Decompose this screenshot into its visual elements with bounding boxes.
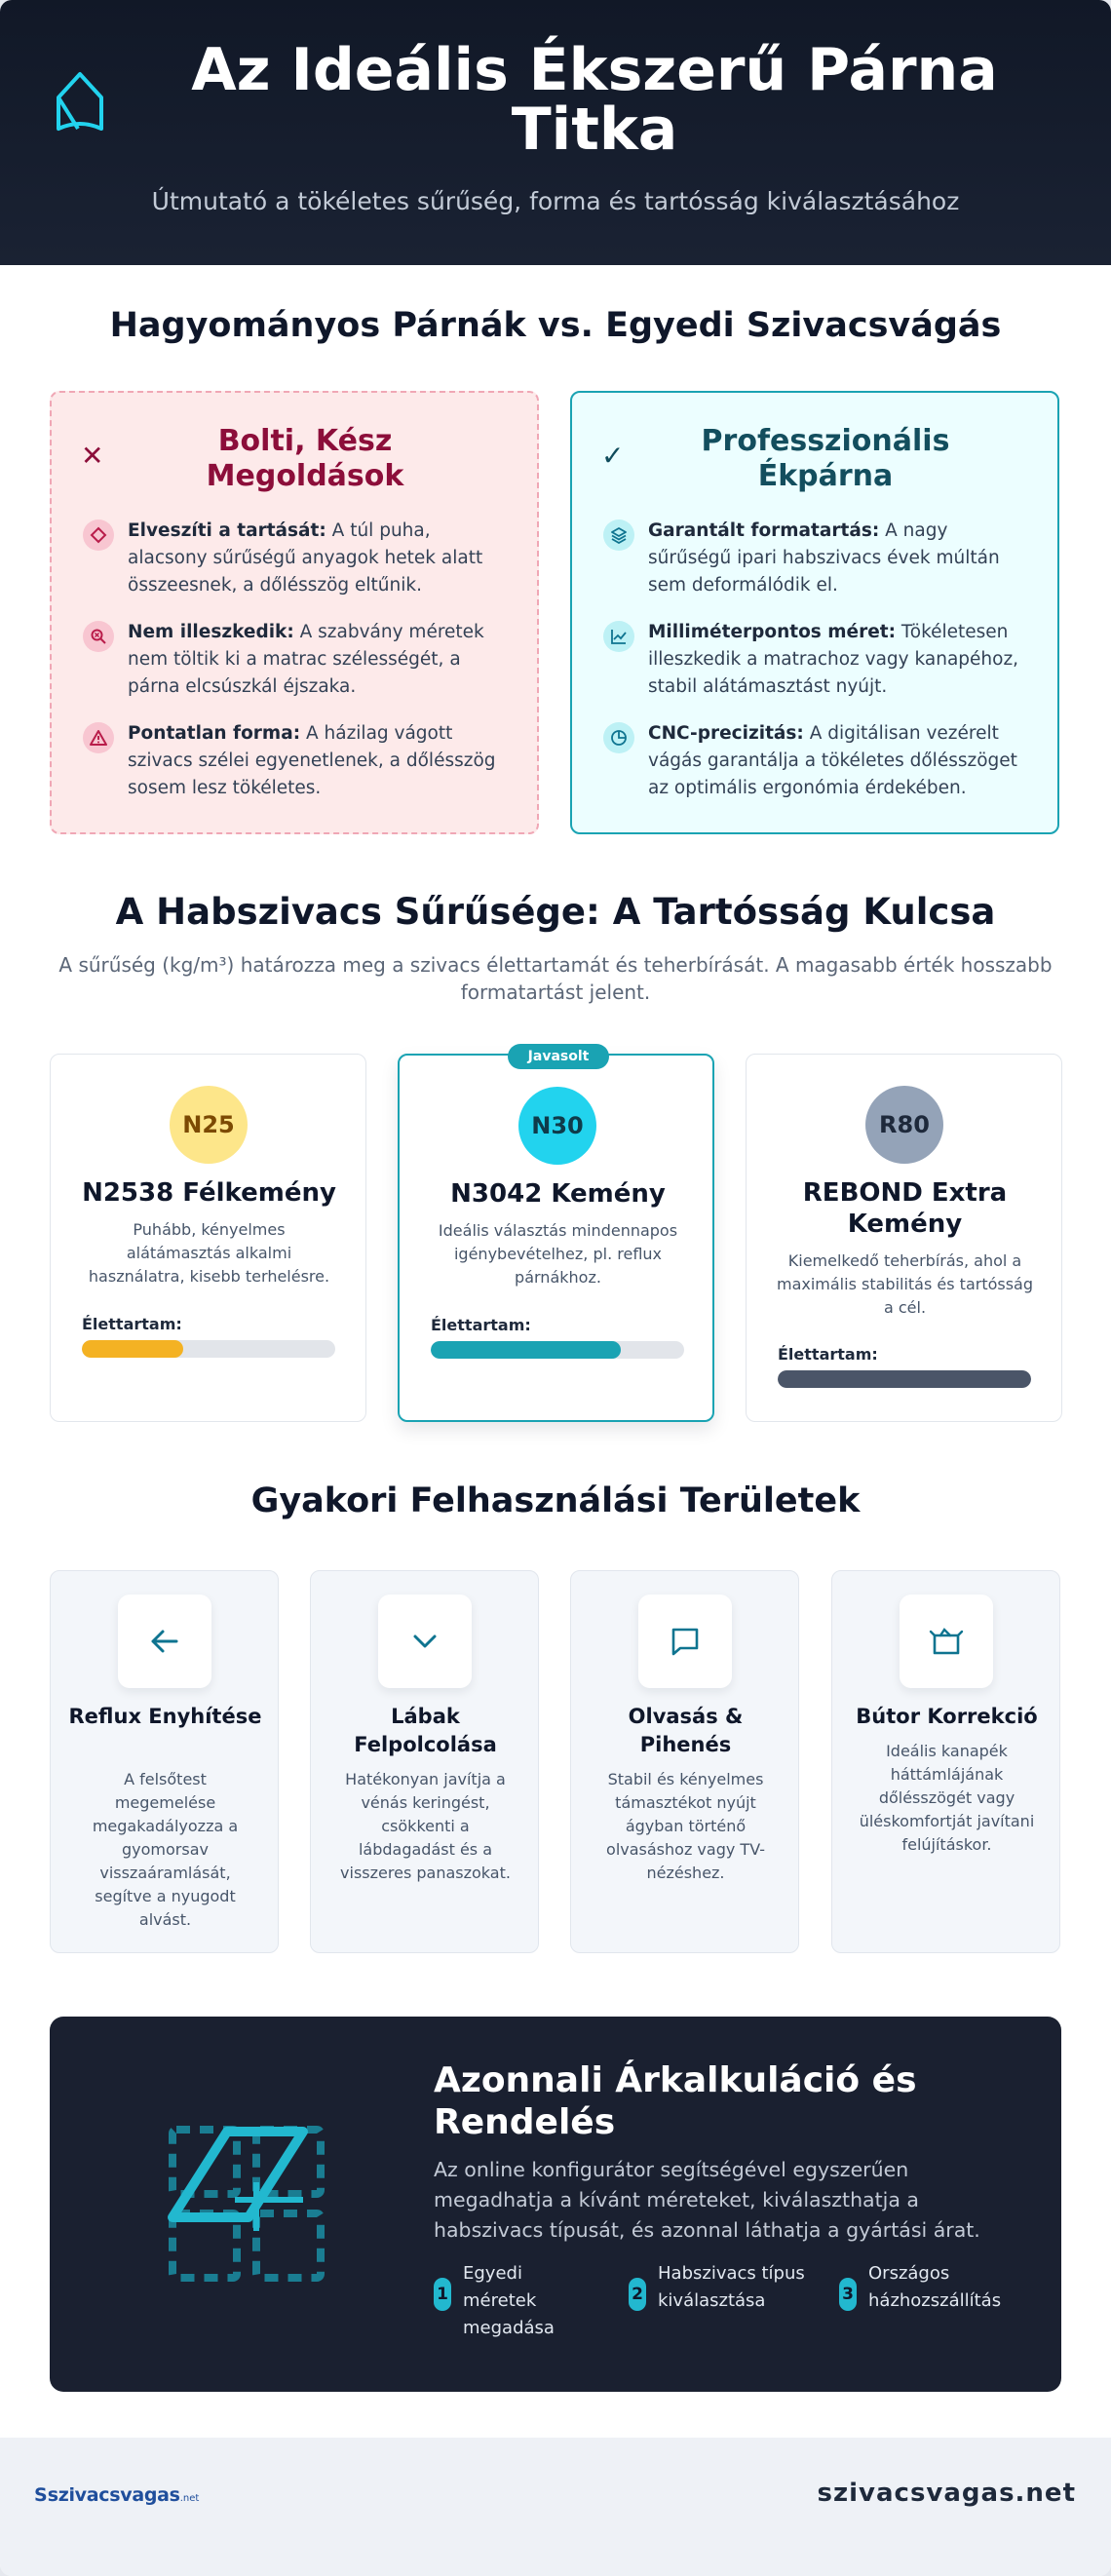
lifetime-bar-fill <box>431 1341 621 1359</box>
message-square-icon <box>638 1595 732 1688</box>
diamond-icon <box>83 519 114 551</box>
professional-card: ✓ Professzionális Ékpárna Garantált formatartás: A nagy sűrűségű ipari habszivacs évek múltán sem deformálódik el. Milliméterpontos méret: Tökéletesen illeszkedik a matrachoz vagy kanapéhoz, stabil alátámasztást nyújt. CNC-precizitás: A digitálisan vezérelt vágás garantálja a tökéletes dőlésszöget az optimális ergonómia érdekében. <box>570 391 1059 834</box>
logo-brand: szivacsvagas <box>47 2484 180 2506</box>
arrow-left-icon <box>118 1595 211 1688</box>
use-title: Lábak Felpolcolása <box>354 1705 497 1757</box>
pie-chart-icon <box>603 722 634 753</box>
pillow-outline-icon <box>51 68 109 136</box>
use-title: Olvasás & Pihenés <box>628 1705 744 1757</box>
store-bought-heading: Bolti, Kész Megoldások <box>206 424 404 493</box>
lifetime-label: Élettartam: <box>82 1315 182 1333</box>
density-code-badge: R80 <box>865 1086 943 1164</box>
step-label: Országos házhozszállítás <box>868 2263 1002 2311</box>
lifetime-bar <box>82 1340 335 1358</box>
search-x-icon <box>83 621 114 652</box>
x-icon: ✕ <box>81 440 104 472</box>
step-number: 3 <box>839 2278 857 2311</box>
footer-logo[interactable] <box>34 2484 199 2514</box>
lifetime-label: Élettartam: <box>431 1316 531 1334</box>
cta-panel <box>50 2017 1061 2392</box>
use-title: Bútor Korrekció <box>856 1705 1038 1728</box>
density-card-n25 <box>50 1054 366 1422</box>
density-name: N2538 Félkemény <box>82 1178 336 1208</box>
step-number: 2 <box>629 2278 646 2311</box>
logo-tld: .net <box>179 2493 200 2504</box>
footer-site-link[interactable]: szivacsvagas.net <box>817 2479 1076 2508</box>
use-description: Hatékonyan javítja a vénás keringést, csökkenti a lábdagadást és a visszeres panaszokat. <box>340 1770 511 1882</box>
hero-header <box>0 0 1111 265</box>
step-label: Habszivacs típus kiválasztása <box>658 2263 805 2311</box>
use-description: Stabil és kényelmes támasztékot nyújt ágyban történő olvasáshoz vagy TV-nézéshez. <box>606 1770 765 1882</box>
use-card-legs <box>310 1570 539 1953</box>
uses-title: Gyakori Felhasználási Területek <box>250 1481 861 1520</box>
use-description: Ideális kanapék háttámlájának dőlésszögét vagy üléskomfortját javítani felújításkor. <box>859 1742 1035 1854</box>
comparison-title: Hagyományos Párnák vs. Egyedi Szivacsvágás <box>109 306 1002 345</box>
wedge-cut-grid-icon <box>167 2124 327 2285</box>
density-description: Ideális választás mindennapos igénybevételhez, pl. reflux párnákhoz. <box>438 1221 678 1287</box>
footer <box>0 2438 1111 2576</box>
warning-icon <box>83 722 114 753</box>
page-title: Az Ideális Ékszerű Párna Titka <box>191 36 998 165</box>
recommended-badge: Javasolt <box>508 1044 609 1069</box>
lifetime-label: Élettartam: <box>778 1345 878 1364</box>
step-number: 1 <box>434 2278 451 2311</box>
density-code-badge: N25 <box>170 1086 248 1164</box>
density-name: REBOND Extra Kemény <box>802 1178 1008 1240</box>
density-code-badge: N30 <box>518 1087 596 1165</box>
layers-icon <box>603 519 634 551</box>
line-chart-icon <box>603 621 634 652</box>
density-subtitle: A sűrűség (kg/m³) határozza meg a szivacs élettartamát és teherbírását. A magasabb érték hosszabb formatartást jelent. <box>58 953 1053 1005</box>
use-card-reflux <box>50 1570 279 1953</box>
lifetime-bar <box>778 1370 1031 1388</box>
store-bought-card: ✕ Bolti, Kész Megoldások Elveszíti a tartását: A túl puha, alacsony sűrűségű anyagok hetek alatt összeesnek, a dőlésszög eltűnik. Nem illeszkedik: A szabvány méretek nem töltik ki a matrac szélességét, a párna elcsúszkál éjszaka. Pontatlan forma: A házilag vágott szivacs szélei egyenetlenek, a dőlésszög sosem lesz tökéletes. <box>50 391 539 834</box>
density-description: Puhább, kényelmes alátámasztás alkalmi használatra, kisebb terhelésre. <box>88 1220 330 1286</box>
cta-text: Az online konfigurátor segítségével egyszerűen megadhatja a kívánt méreteket, kiválaszthatja a habszivacs típusát, és azonnal láthatja a gyártási árat. <box>434 2158 980 2242</box>
density-card-r80 <box>746 1054 1062 1422</box>
page-subtitle: Útmutató a tökéletes sűrűség, forma és tartósság kiválasztásához <box>151 187 960 215</box>
use-card-reading <box>570 1570 799 1953</box>
density-description: Kiemelkedő teherbírás, ahol a maximális stabilitás és tartósság a cél. <box>776 1251 1034 1317</box>
check-icon: ✓ <box>601 440 625 472</box>
chevron-down-icon <box>378 1595 472 1688</box>
cta-title: Azonnali Árkalkuláció és Rendelés <box>434 2060 917 2143</box>
density-title: A Habszivacs Sűrűsége: A Tartósság Kulcsa <box>115 891 996 933</box>
professional-heading: Professzionális Ékpárna <box>701 424 950 493</box>
density-name: N3042 Kemény <box>450 1179 666 1209</box>
sofa-icon <box>900 1595 993 1688</box>
step-label: Egyedi méretek megadása <box>463 2263 555 2338</box>
lifetime-bar-fill <box>82 1340 183 1358</box>
use-title: Reflux Enyhítése <box>68 1705 262 1728</box>
density-card-n30 <box>398 1049 714 1422</box>
logo-mark-icon: S <box>34 2484 48 2506</box>
lifetime-bar <box>431 1341 684 1359</box>
lifetime-bar-fill <box>778 1370 1031 1388</box>
use-description: A felsőtest megemelése megakadályozza a gyomorsav visszaáramlását, segítve a nyugodt alvást. <box>92 1770 239 1929</box>
use-card-furniture <box>831 1570 1060 1953</box>
